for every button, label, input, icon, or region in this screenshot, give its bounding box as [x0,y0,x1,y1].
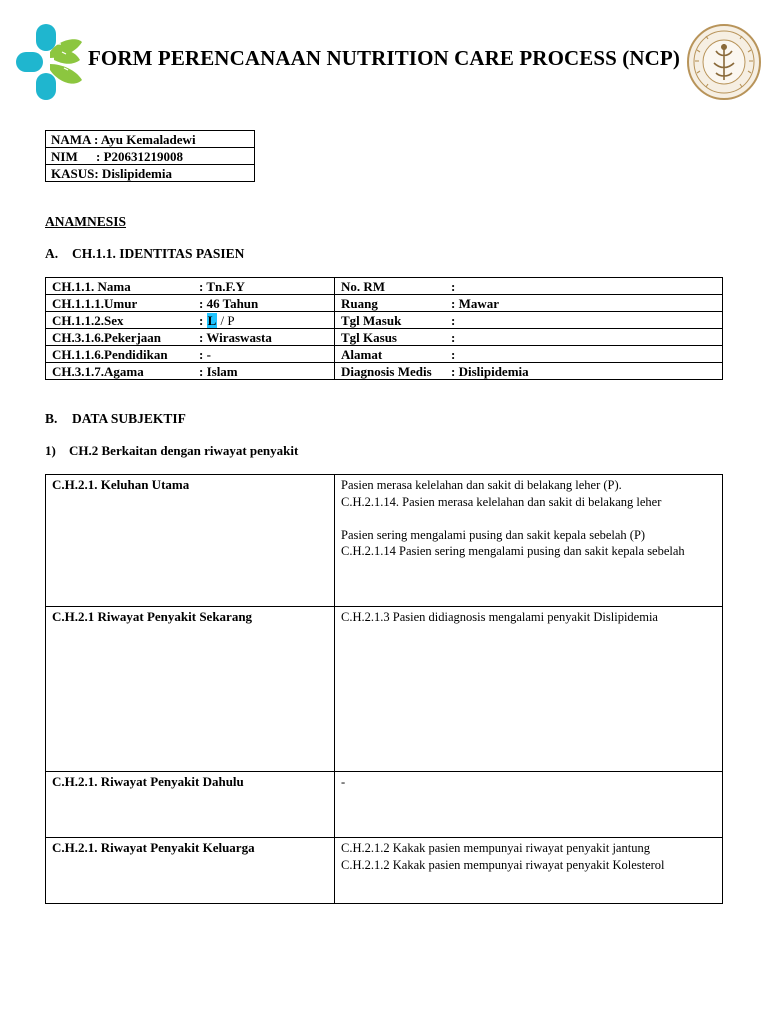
age-label: CH.1.1.1.Umur [52,295,138,311]
history-line: C.H.2.1.2 Kakak pasien mempunyai riwayat penyakit Kolesterol [341,857,665,872]
history-line: C.H.2.1.14 Pasien sering mengalami pusing dan sakit kepala sebelah [341,544,685,558]
history-line: - [341,775,346,789]
table-row [46,278,723,295]
current-illness-label: C.H.2.1 Riwayat Penyakit Sekarang [46,607,335,772]
section-b-heading [45,411,186,427]
education-value: : - [199,346,211,362]
anamnesis-heading: ANAMNESIS [45,214,127,229]
history-line: Pasien sering mengalami pusing dan sakit kepala sebelah (P) [341,527,646,542]
past-illness-label: C.H.2.1. Riwayat Penyakit Dahulu [46,772,335,838]
room-value: : Mawar [451,295,500,311]
address-value: : [451,346,456,362]
address-label: Alamat [341,346,383,362]
rm-value: : [451,278,456,294]
sex-value-pre: : [199,312,207,328]
room-label: Ruang [341,295,378,311]
patient-identity-table [45,277,723,380]
past-illness-value [335,772,723,838]
kemenkes-flower-logo-icon [14,22,86,102]
section-b-num: B. [45,411,58,426]
age-value: : 46 Tahun [199,295,259,311]
subsection-1-num: 1) [45,443,56,458]
diagnosis-label: Diagnosis Medis [341,363,432,379]
table-row [46,838,723,904]
student-name: NAMA : Ayu Kemaladewi [46,131,255,148]
family-history-label: C.H.2.1. Riwayat Penyakit Keluarga [46,838,335,904]
nim-label: NIM [51,148,78,164]
table-row [46,475,723,607]
history-line: Pasien merasa kelelahan dan sakit di belakang leher (P). [341,478,622,492]
section-b-title: DATA SUBJEKTIF [72,411,186,426]
subsection-1-heading [45,443,298,459]
table-row [46,312,723,329]
nim-value: : P20631219008 [96,148,184,164]
chief-complaint-value [335,475,723,607]
subsection-1-title: CH.2 Berkaitan dengan riwayat penyakit [69,443,299,458]
table-row [46,607,723,772]
history-line: C.H.2.1.2 Kakak pasien mempunyai riwayat penyakit jantung [341,841,650,855]
case-date-value: : [451,329,456,345]
medical-history-table [45,474,723,904]
table-row [46,772,723,838]
current-illness-value [335,607,723,772]
sex-label: CH.1.1.2.Sex [52,312,124,328]
table-row [46,363,723,380]
table-row [46,295,723,312]
sex-value-selected: L [207,312,217,328]
table-row [46,346,723,363]
history-line [341,510,716,527]
occupation-value: : Wiraswasta [199,329,272,345]
case-date-label: Tgl Kasus [341,329,397,345]
history-line: C.H.2.1.14. Pasien merasa kelelahan dan sakit di belakang leher [341,494,662,509]
admission-date-label: Tgl Masuk [341,312,402,328]
section-a-title: CH.1.1. IDENTITAS PASIEN [72,246,245,261]
family-history-value [335,838,723,904]
history-line: C.H.2.1.3 Pasien didiagnosis mengalami penyakit Dislipidemia [341,610,658,624]
occupation-label: CH.3.1.6.Pekerjaan [52,329,162,345]
education-label: CH.1.1.6.Pendidikan [52,346,168,362]
patient-name-value: : Tn.F.Y [199,278,245,294]
table-row [46,329,723,346]
student-info-table [45,130,255,182]
rm-label: No. RM [341,278,386,294]
section-a-heading [45,246,244,262]
diagnosis-value: : Dislipidemia [451,363,529,379]
poltekkes-seal-icon [686,23,762,101]
student-nim [46,148,255,165]
religion-value: : Islam [199,363,238,379]
patient-name-label: CH.1.1. Nama [52,278,131,294]
religion-label: CH.3.1.7.Agama [52,363,144,379]
section-a-num: A. [45,246,59,261]
sex-value-post: / P [217,312,235,328]
chief-complaint-label: C.H.2.1. Keluhan Utama [46,475,335,607]
page-title: FORM PERENCANAAN NUTRITION CARE PROCESS (NCP) [88,46,680,70]
admission-date-value: : [451,312,456,328]
student-case: KASUS: Dislipidemia [46,165,255,182]
